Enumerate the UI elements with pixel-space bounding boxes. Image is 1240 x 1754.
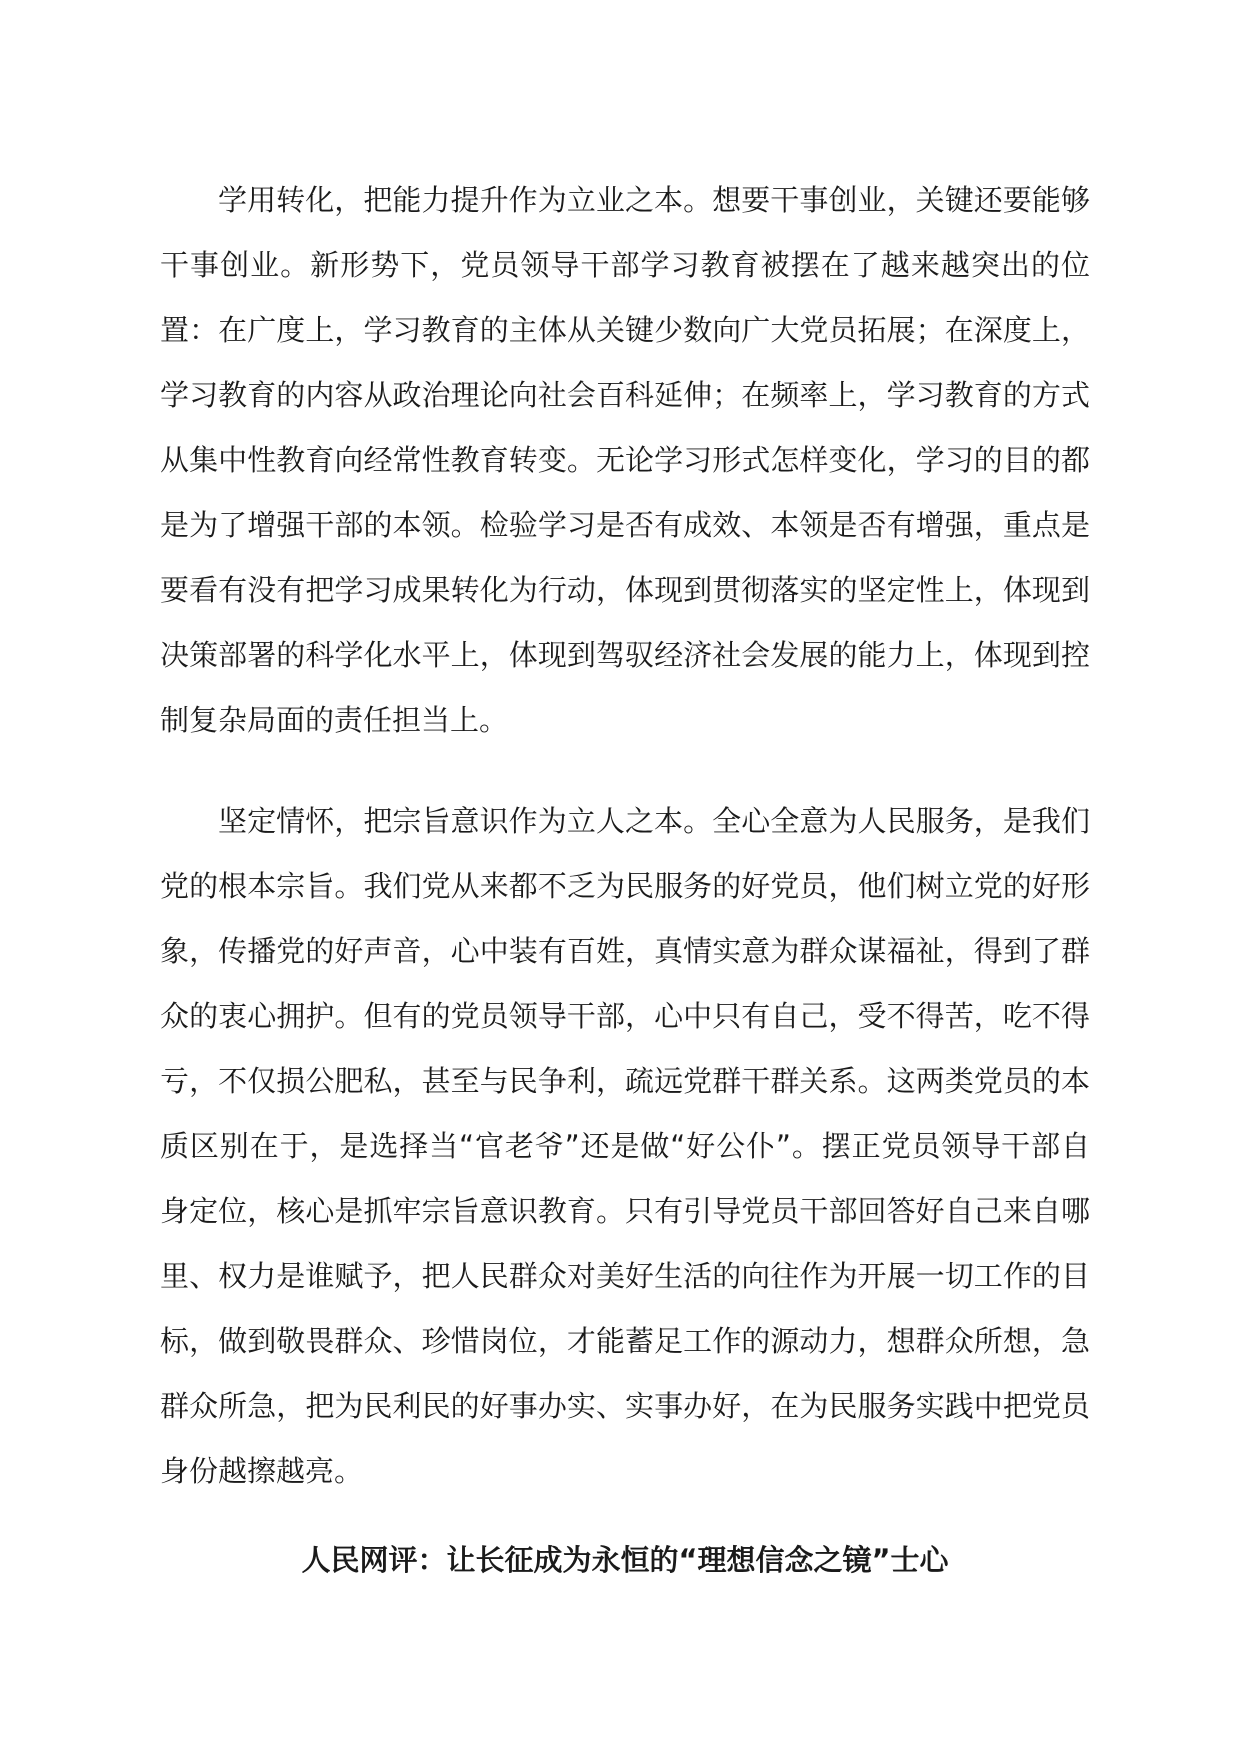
- document-body: [160, 168, 1090, 1540]
- article-heading: 人民网评：让长征成为永恒的“理想信念之镜”士心: [301, 1543, 949, 1577]
- paragraph-ability: 学用转化，把能力提升作为立业之本。想要干事创业，关键还要能够干事创业。新形势下，党员领导干部学习教育被摆在了越来越突出的位置：在广度上，学习教育的主体从关键少数向广大党员拓展；在深度上，学习教育的内容从政治理论向社会百科延伸；在频率上，学习教育的方式从集中性教育向经常性教育转变。无论学习形式怎样变化，学习的目的都是为了增强干部的本领。检验学习是否有成效、本领是否有增强，重点是要看有没有把学习成果转化为行动，体现到贯彻落实的坚定性上，体现到决策部署的科学化水平上，体现到驾驭经济社会发展的能力上，体现到控制复杂局面的责任担当上。: [160, 183, 1090, 737]
- paragraph-purpose: 坚定情怀，把宗旨意识作为立人之本。全心全意为人民服务，是我们党的根本宗旨。我们党从来都不乏为民服务的好党员，他们树立党的好形象，传播党的好声音，心中装有百姓，真情实意为群众谋福祉，得到了群众的衷心拥护。但有的党员领导干部，心中只有自己，受不得苦，吃不得亏，不仅损公肥私，甚至与民争利，疏远党群干群关系。这两类党员的本质区别在于，是选择当“官老爷”还是做“好公仆”。摆正党员领导干部自身定位，核心是抓牢宗旨意识教育。只有引导党员干部回答好自己来自哪里、权力是谁赋予，把人民群众对美好生活的向往作为开展一切工作的目标，做到敬畏群众、珍惜岗位，才能蓄足工作的源动力，想群众所想，急群众所急，把为民利民的好事办实、实事办好，在为民服务实践中把党员身份越擦越亮。: [160, 804, 1090, 1488]
